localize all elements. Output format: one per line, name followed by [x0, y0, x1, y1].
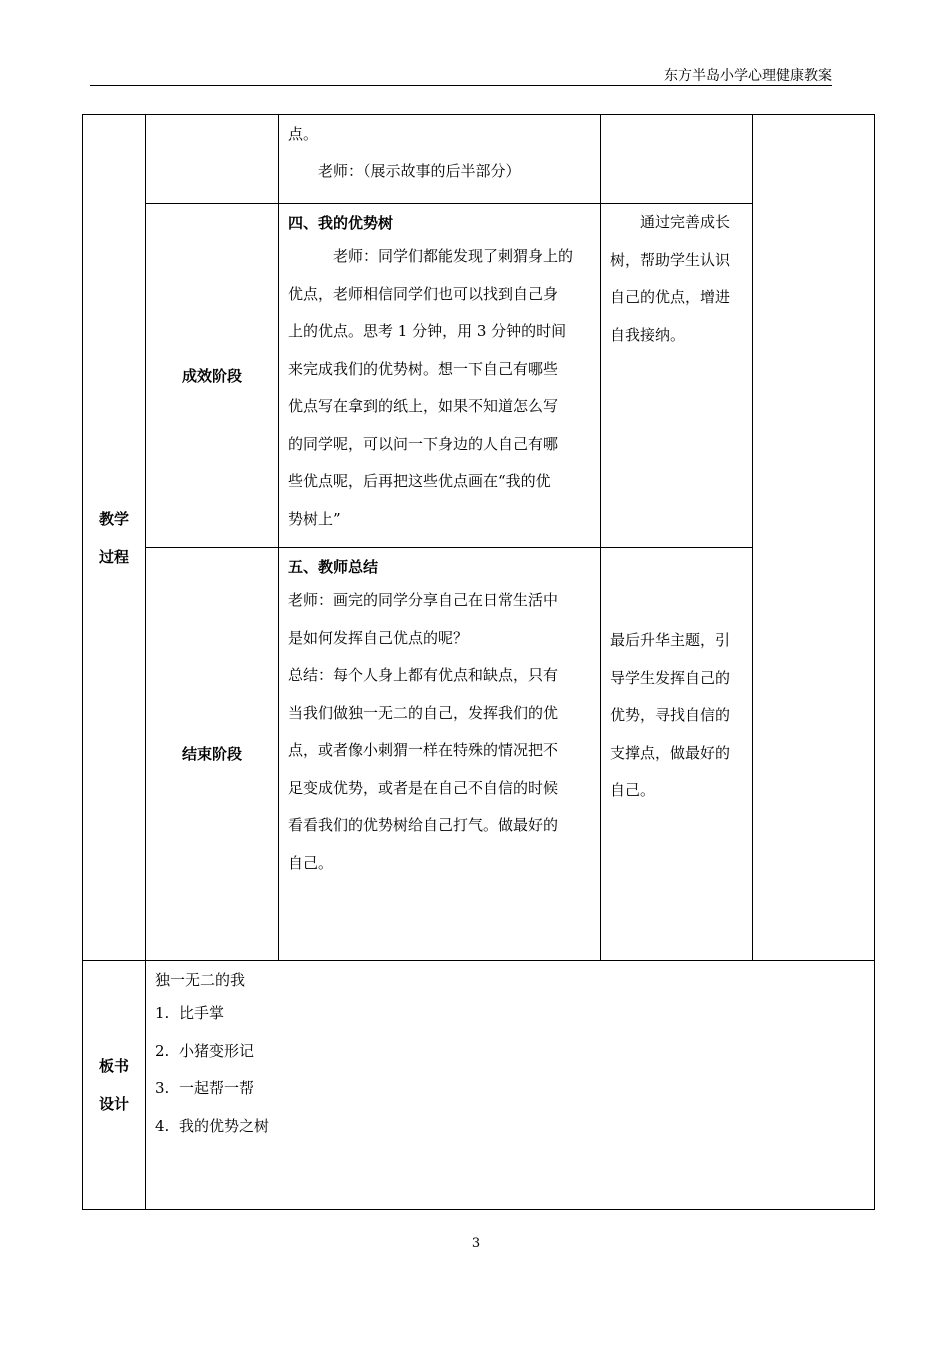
section-title: 四、我的优势树	[288, 214, 394, 232]
content-cell-previous	[279, 115, 601, 204]
content-line: 优点写在拿到的纸上，如果不知道怎么写	[288, 397, 559, 415]
table-row-board	[83, 961, 875, 1210]
note-cell-end	[601, 548, 753, 961]
header-rule	[90, 85, 832, 86]
content-line: 优点，老师相信同学们也可以找到自己身	[288, 284, 559, 303]
note-line: 优势，寻找自信的	[610, 706, 731, 724]
section-title: 五、教师总结	[288, 558, 379, 576]
list-item-number: 2.	[155, 1041, 170, 1060]
content-line: 来完成我们的优势树。想一下自己有哪些	[288, 359, 559, 378]
content-line: 些优点呢，后再把这些优点画在“我的优	[288, 472, 551, 490]
board-label-line1: 板书	[98, 1057, 129, 1075]
content-line: 老师：画完的同学分享自己在日常生活中	[288, 591, 559, 609]
list-item	[155, 1108, 865, 1146]
list-item-text: 小猪变形记	[179, 1041, 255, 1060]
content-line: 总结：每个人身上都有优点和缺点，只有	[288, 666, 559, 684]
note-line: 树，帮助学生认识	[610, 250, 731, 269]
board-title: 独一无二的我	[155, 971, 246, 989]
content-line: 势树上”	[288, 509, 341, 528]
list-item-number: 1.	[155, 1004, 170, 1022]
process-label-line2: 过程	[98, 547, 129, 566]
list-item	[155, 1070, 865, 1108]
note-line: 自己。	[610, 781, 656, 799]
board-label-cell	[83, 961, 146, 1210]
content-line: 点，或者像小刺猬一样在特殊的情况把不	[288, 741, 559, 759]
process-label-line1: 教学	[98, 509, 129, 528]
note-cell-effect	[601, 204, 753, 548]
list-item-number: 4.	[155, 1116, 170, 1135]
list-item	[155, 995, 865, 1033]
note-cell-previous	[601, 115, 753, 204]
note-line: 通过完善成长	[640, 213, 731, 231]
content-line: 老师：同学们都能发现了刺猬身上的	[333, 247, 574, 265]
list-item	[155, 1033, 865, 1071]
content-line: 的同学呢，可以问一下身边的人自己有哪	[288, 434, 559, 453]
content-line: 是如何发挥自己优点的呢？	[288, 628, 469, 647]
content-line: 看看我们的优势树给自己打气。做最好的	[288, 816, 559, 834]
lesson-plan-table	[82, 114, 875, 1210]
table-row-previous	[83, 115, 875, 204]
board-content-cell	[146, 961, 875, 1210]
note-line: 自我接纳。	[610, 325, 686, 344]
remarks-column-cell	[753, 115, 875, 961]
list-item-number: 3.	[155, 1079, 170, 1097]
stage-cell-end: 结束阶段	[146, 548, 279, 961]
note-line: 自己的优点，增进	[610, 288, 731, 306]
content-line: 足变成优势，或者是在自己不自信的时候	[288, 778, 559, 797]
document-header: 东方半岛小学心理健康教案	[664, 68, 832, 84]
content-line: 当我们做独一无二的自己，发挥我们的优	[288, 703, 559, 722]
stage-cell-effect: 成效阶段	[146, 204, 279, 548]
content-line: 老师：（展示故事的后半部分）	[318, 162, 521, 180]
content-cell-end	[279, 548, 601, 961]
content-cell-effect	[279, 204, 601, 548]
note-line: 导学生发挥自己的	[610, 668, 731, 687]
content-line: 自己。	[288, 853, 334, 872]
board-label-line2: 设计	[98, 1095, 129, 1113]
list-item-text: 比手掌	[179, 1004, 225, 1022]
page-number: 3	[471, 1236, 481, 1251]
list-item-text: 一起帮一帮	[179, 1079, 255, 1097]
stage-cell-empty	[146, 115, 279, 204]
content-line: 上的优点。思考 1 分钟，用 3 分钟的时间	[288, 322, 567, 340]
list-item-text: 我的优势之树	[179, 1116, 270, 1135]
note-line: 支撑点，做最好的	[610, 743, 731, 762]
content-line: 点。	[288, 125, 319, 143]
note-line: 最后升华主题，引	[610, 631, 731, 649]
process-label-cell	[83, 115, 146, 961]
